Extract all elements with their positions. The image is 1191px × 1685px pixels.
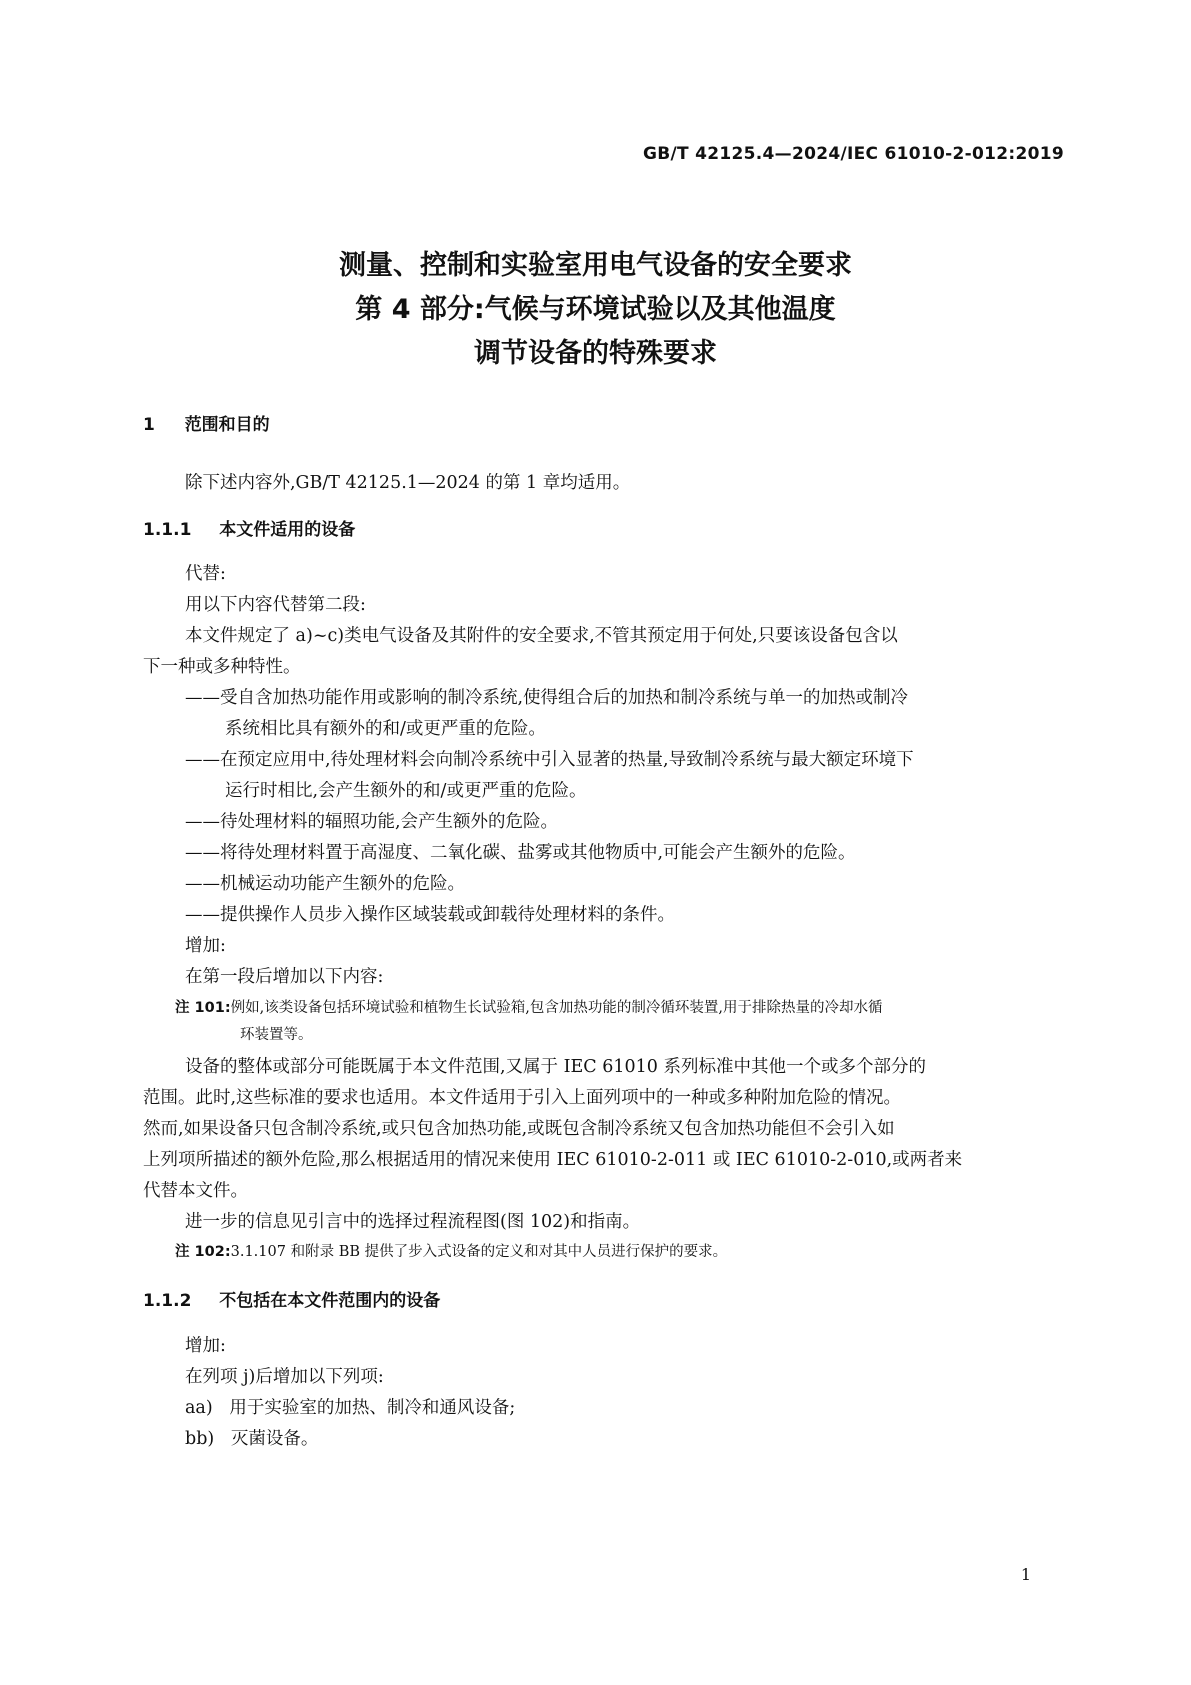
section-1-number: 1 [143,415,155,435]
document-title [0,244,1191,376]
dash-item-1-line1: ——受自含加热功能作用或影响的制冷系统,使得组合后的加热和制冷系统与单一的加热或制冷 [185,688,909,708]
add-label: 增加: [185,936,226,956]
section-1-1-1-number: 1.1.1 [143,520,192,540]
note-101 [175,996,882,1017]
para1-line1: 本文件规定了 a)~c)类电气设备及其附件的安全要求,不管其预定用于何处,只要该设备包含以 [185,626,898,646]
para3: 进一步的信息见引言中的选择过程流程图(图 102)和指南。 [185,1212,641,1232]
dash-item-6: ——提供操作人员步入操作区域装载或卸载待处理材料的条件。 [185,905,675,925]
note-102-text: 3.1.107 和附录 BB 提供了步入式设备的定义和对其中人员进行保护的要求。 [230,1244,728,1260]
title-line-1: 测量、控制和实验室用电气设备的安全要求 [339,250,852,281]
note-101-line1: 例如,该类设备包括环境试验和植物生长试验箱,包含加热功能的制冷循环装置,用于排除热量的冷却水循 [230,1000,883,1016]
dash-item-5: ——机械运动功能产生额外的危险。 [185,874,465,894]
note-102 [175,1240,727,1261]
add-instruction: 在第一段后增加以下内容: [185,967,384,987]
dash-item-4: ——将待处理材料置于高湿度、二氧化碳、盐雾或其他物质中,可能会产生额外的危险。 [185,843,856,863]
section-1-title: 范围和目的 [184,415,270,435]
page-number: 1 [1020,1565,1031,1584]
dash-item-1-line2: 系统相比具有额外的和/或更严重的危险。 [225,719,546,739]
list-item-bb: bb) 灭菌设备。 [185,1429,319,1449]
replace-label: 代替: [185,564,226,584]
replace-instruction: 用以下内容代替第二段: [185,595,366,615]
para1-line2: 下一种或多种特性。 [143,657,301,677]
standard-number: GB/T 42125.4—2024/IEC 61010-2-012:2019 [642,144,1064,164]
para2-line1: 设备的整体或部分可能既属于本文件范围,又属于 IEC 61010 系列标准中其他一个或多个部分的 [185,1057,926,1077]
dash-item-2-line2: 运行时相比,会产生额外的和/或更严重的危险。 [225,781,587,801]
section-1-1-2-heading [143,1286,440,1311]
section-1-1-2-title: 不包括在本文件范围内的设备 [219,1291,441,1311]
note-101-label: 注 101: [175,1000,231,1016]
section-1-1-2-add-instruction: 在列项 j)后增加以下列项: [185,1367,384,1387]
dash-item-3: ——待处理材料的辐照功能,会产生额外的危险。 [185,812,559,832]
para2-line5: 代替本文件。 [143,1181,248,1201]
section-1-1-2-add-label: 增加: [185,1336,226,1356]
title-line-3: 调节设备的特殊要求 [474,338,717,369]
section-1-1-1-title: 本文件适用的设备 [219,520,356,540]
list-item-aa: aa) 用于实验室的加热、制冷和通风设备; [185,1398,516,1418]
para2-line3: 然而,如果设备只包含制冷系统,或只包含加热功能,或既包含制冷系统又包含加热功能但不会引入如 [143,1119,895,1139]
section-1-1-1-heading [143,515,355,540]
note-102-label: 注 102: [175,1244,231,1260]
para2-line4: 上列项所描述的额外危险,那么根据适用的情况来使用 IEC 61010-2-011 或 IEC 61010-2-010,或两者来 [143,1150,963,1170]
para2-line2: 范围。此时,这些标准的要求也适用。本文件适用于引入上面列项中的一种或多种附加危险的情况。 [143,1088,902,1108]
title-line-2: 第 4 部分:气候与环境试验以及其他温度 [355,294,836,325]
section-1-1-2-number: 1.1.2 [143,1291,192,1311]
section-1-heading [143,410,270,435]
note-101-line2: 环装置等。 [240,1027,313,1043]
dash-item-2-line1: ——在预定应用中,待处理材料会向制冷系统中引入显著的热量,导致制冷系统与最大额定环境下 [185,750,914,770]
section-1-intro: 除下述内容外,GB/T 42125.1—2024 的第 1 章均适用。 [185,473,631,493]
